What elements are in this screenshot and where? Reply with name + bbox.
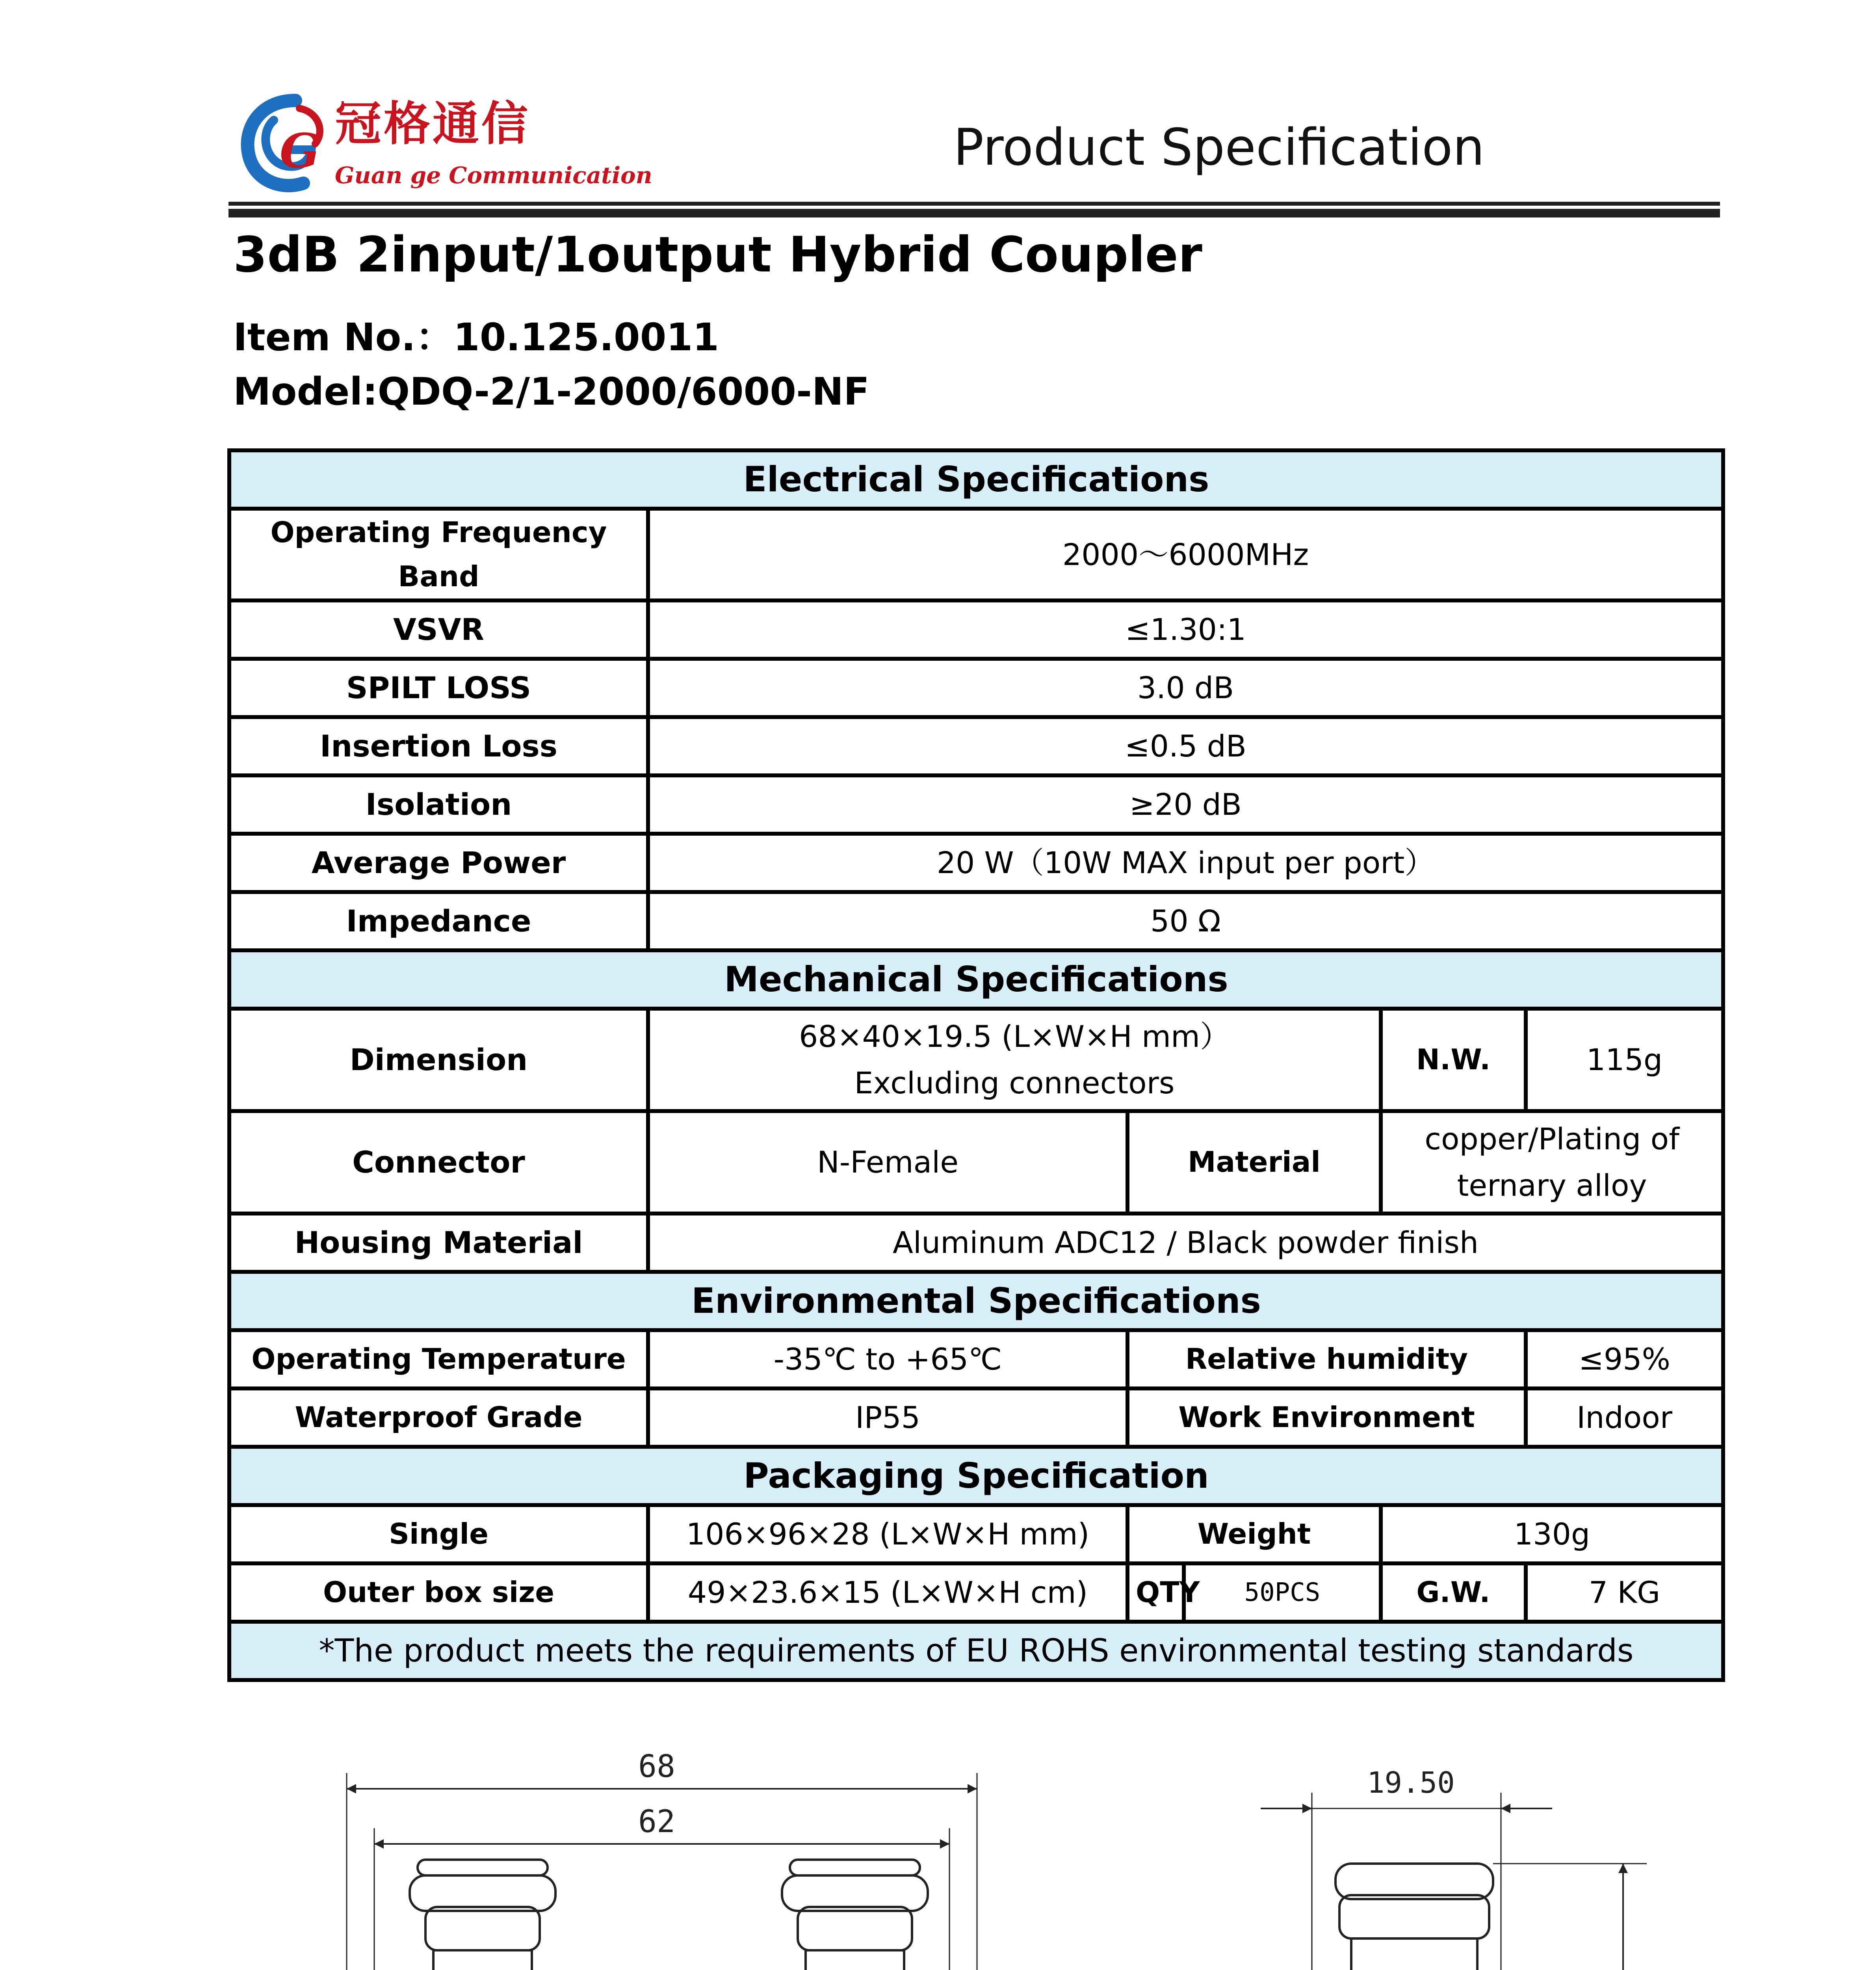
table-row <box>229 1563 1723 1622</box>
table-row <box>229 717 1723 775</box>
spec-label: Operating Temperature <box>229 1330 648 1388</box>
table-row <box>229 1505 1723 1563</box>
section-mechanical <box>229 950 1723 1009</box>
document-title: Product Specification <box>953 118 1485 177</box>
material-value: copper/Plating of <box>1425 1121 1679 1157</box>
spec-label: Impedance <box>229 892 648 950</box>
spec-value: N-Female <box>648 1111 1127 1214</box>
spec-label: Operating Frequency Band <box>229 509 648 600</box>
table-row <box>229 659 1723 717</box>
spec-value: ≤0.5 dB <box>648 717 1723 775</box>
item-label: Item No.： <box>233 315 453 359</box>
logo-mark: G <box>280 123 320 179</box>
dim-1950-label: 19.50 <box>1367 1766 1455 1800</box>
spec-value <box>1381 1111 1723 1214</box>
in1-connector <box>400 1860 565 1970</box>
section-electrical <box>229 450 1723 509</box>
spec-label: N.W. <box>1381 1009 1526 1111</box>
dimension-value: 68×40×19.5 (L×W×H mm） <box>799 1019 1230 1054</box>
logo-english-name: Guan ge Communication <box>335 162 652 189</box>
spec-value: IP55 <box>648 1388 1127 1447</box>
spec-value: 106×96×28 (L×W×H mm) <box>648 1505 1127 1563</box>
spec-label: Housing Material <box>229 1214 648 1272</box>
logo-chinese-name: 冠格通信 <box>335 96 531 151</box>
spec-value: ≥20 dB <box>648 775 1723 834</box>
product-title: 3dB 2input/1output Hybrid Coupler <box>233 227 1202 283</box>
item-number: 10.125.0011 <box>453 315 719 359</box>
rohs-note-row <box>229 1622 1723 1680</box>
spec-value: 50 Ω <box>648 892 1723 950</box>
spec-value: 115g <box>1526 1009 1723 1111</box>
spec-label: QTY <box>1127 1563 1184 1622</box>
table-row <box>229 1009 1723 1111</box>
spec-label: Work Environment <box>1127 1388 1526 1447</box>
spec-value: 50PCS <box>1184 1563 1381 1622</box>
spec-value: 130g <box>1381 1505 1723 1563</box>
spec-value: 7 KG <box>1526 1563 1723 1622</box>
section-environmental <box>229 1272 1723 1330</box>
technical-drawing <box>0 1710 1876 1970</box>
rohs-note: *The product meets the requirements of EU ROHS environmental testing standards <box>229 1622 1723 1680</box>
table-row <box>229 600 1723 659</box>
model-line: Model:QDQ-2/1-2000/6000-NF <box>233 370 869 414</box>
spec-label: G.W. <box>1381 1563 1526 1622</box>
table-row <box>229 1214 1723 1272</box>
table-row <box>229 1330 1723 1388</box>
section-heading: Packaging Specification <box>229 1447 1723 1505</box>
spec-label: Relative humidity <box>1127 1330 1526 1388</box>
spec-label: Weight <box>1127 1505 1381 1563</box>
spec-value: 49×23.6×15 (L×W×H cm) <box>648 1563 1127 1622</box>
dimension-note: Excluding connectors <box>854 1065 1175 1101</box>
table-row <box>229 1111 1723 1214</box>
spec-label: Dimension <box>229 1009 648 1111</box>
spec-value: 2000～6000MHz <box>648 509 1723 600</box>
section-heading: Environmental Specifications <box>229 1272 1723 1330</box>
spec-value: ≤95% <box>1526 1330 1723 1388</box>
material-value-cont: ternary alloy <box>1457 1168 1647 1203</box>
spec-value: ≤1.30:1 <box>648 600 1723 659</box>
table-row <box>229 834 1723 892</box>
side-view <box>1261 1766 1647 1970</box>
spec-label: Average Power <box>229 834 648 892</box>
spec-value: Indoor <box>1526 1388 1723 1447</box>
item-number-line <box>233 307 719 361</box>
spec-label: Single <box>229 1505 648 1563</box>
company-logo <box>236 85 652 203</box>
section-heading: Mechanical Specifications <box>229 950 1723 1009</box>
spec-value: -35℃ to +65℃ <box>648 1330 1127 1388</box>
section-packaging <box>229 1447 1723 1505</box>
spec-label: VSVR <box>229 600 648 659</box>
in2-connector <box>772 1860 938 1970</box>
header-rule-thick <box>228 209 1720 217</box>
table-row <box>229 509 1723 600</box>
table-row <box>229 892 1723 950</box>
spec-label: Connector <box>229 1111 648 1214</box>
dim-62-label: 62 <box>638 1804 675 1840</box>
spec-value: Aluminum ADC12 / Black powder finish <box>648 1214 1723 1272</box>
spec-label: Outer box size <box>229 1563 648 1622</box>
front-view <box>193 1749 977 1970</box>
spec-label: Insertion Loss <box>229 717 648 775</box>
spec-label: SPILT LOSS <box>229 659 648 717</box>
spec-label: Material <box>1127 1111 1381 1214</box>
spec-label: Isolation <box>229 775 648 834</box>
spec-value: 20 W（10W MAX input per port） <box>648 834 1723 892</box>
table-row <box>229 775 1723 834</box>
spec-value <box>648 1009 1381 1111</box>
spec-label: Waterproof Grade <box>229 1388 648 1447</box>
dim-68-label: 68 <box>638 1749 675 1784</box>
header-rule <box>228 202 1720 206</box>
spec-value: 3.0 dB <box>648 659 1723 717</box>
section-heading: Electrical Specifications <box>229 450 1723 509</box>
table-row <box>229 1388 1723 1447</box>
spec-table <box>227 448 1725 1682</box>
